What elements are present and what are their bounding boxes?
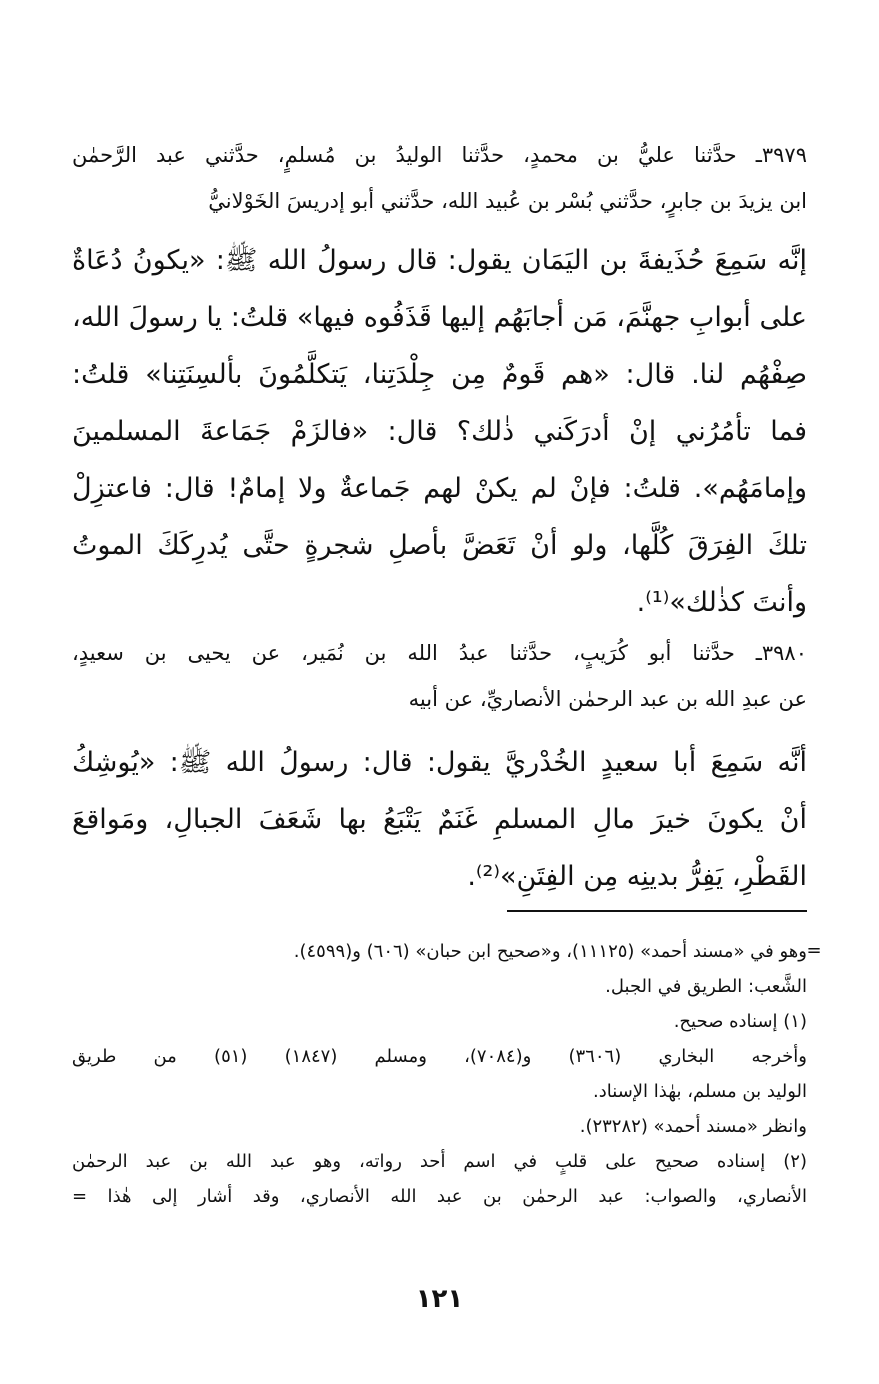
page-number: ١٢١ [415, 1284, 464, 1314]
matn-line: فما تأمُرُني إنْ أدرَكَني ذٰلك؟ قال: «فالزَمْ جَمَاعةَ المسلمينَ [72, 416, 807, 447]
matn-line: تلكَ الفِرَقَ كُلَّها، ولو أنْ تَعَضَّ بأصلِ شجرةٍ حتَّى يُدرِكَكَ الموتُ [72, 530, 807, 561]
matn-line: صِفْهُم لنا. قال: «هم قَومٌ مِن جِلْدَتِنا، يَتكلَّمُونَ بألسِنَتِنا» قلتُ: [72, 359, 807, 390]
hadith-3979-isnad [72, 132, 807, 224]
hadith-3980-matn [72, 734, 807, 905]
matn-line: القَطْرِ، يَفِرُّ بدينِه مِن الفِتَنِ»⁽²⁾. [467, 861, 807, 892]
footnotes [72, 934, 807, 1214]
footnote-line: وانظر «مسند أحمد» (٢٣٢٨٢). [579, 1116, 807, 1137]
isnad-line: عن عبدِ الله بن عبد الرحمٰن الأنصاريِّ، عن أبيه [408, 687, 807, 711]
isnad-line: ٣٩٧٩ـ حدَّثنا عليُّ بن محمدٍ، حدَّثنا الوليدُ بن مُسلمٍ، حدَّثني عبد الرَّحمٰن [72, 143, 807, 167]
footnote-line: (١) إسناده صحيح. [673, 1011, 807, 1032]
footnote-line: (٢) إسناده صحيح على قلبٍ في اسم أحد رواته، وهو عبد الله بن عبد الرحمٰن [72, 1151, 807, 1172]
matn-line: أنْ يكونَ خيرَ مالِ المسلمِ غَنَمٌ يَتْبَعُ بها شَعَفَ الجبالِ، ومَواقعَ [72, 804, 807, 835]
footnote-separator [507, 910, 807, 912]
footnote-line: وأخرجه البخاري (٣٦٠٦) و(٧٠٨٤)، ومسلم (١٨٤٧) (٥١) من طريق [72, 1046, 807, 1067]
matn-line: وإمامَهُم». قلتُ: فإنْ لم يكنْ لهم جَماعةٌ ولا إمامٌ! قال: فاعتزِلْ [72, 473, 807, 504]
continuation-mark: = [806, 940, 822, 961]
isnad-line: ٣٩٨٠ـ حدَّثنا أبو كُرَيبٍ، حدَّثنا عبدُ الله بن نُمَير، عن يحيى بن سعيدٍ، [72, 641, 807, 665]
matn-line: إنَّه سَمِعَ حُذَيفةَ بن اليَمَان يقول: قال رسولُ الله ﷺ: «يكونُ دُعَاةٌ [72, 245, 807, 276]
footnote-line: الأنصاري، والصواب: عبد الرحمٰن بن عبد الله الأنصاري، وقد أشار إلى هٰذا = [72, 1186, 807, 1207]
matn-line: على أبوابِ جهنَّمَ، مَن أجابَهُم إليها قَذَفُوه فيها» قلتُ: يا رسولَ الله، [72, 302, 807, 333]
footnote-line: الوليد بن مسلم، بهٰذا الإسناد. [593, 1081, 807, 1102]
hadith-3980-isnad [72, 630, 807, 722]
matn-line: أنَّه سَمِعَ أبا سعيدٍ الخُدْريَّ يقول: قال: رسولُ الله ﷺ: «يُوشِكُ [72, 747, 807, 778]
footnote-line: الشَّعب: الطريق في الجبل. [605, 976, 807, 997]
footnote-line: وهو في «مسند أحمد» (١١١٢٥)، و«صحيح ابن حبان» (٦٠٦) و(٤٥٩٩). [293, 941, 807, 962]
matn-line: وأنتَ كذٰلك»⁽¹⁾. [636, 587, 807, 618]
isnad-line: ابن يزيدَ بن جابرٍ، حدَّثني بُسْر بن عُبيد الله، حدَّثني أبو إدريسَ الخَوْلانيُّ [208, 189, 807, 213]
hadith-3979-matn [72, 232, 807, 631]
